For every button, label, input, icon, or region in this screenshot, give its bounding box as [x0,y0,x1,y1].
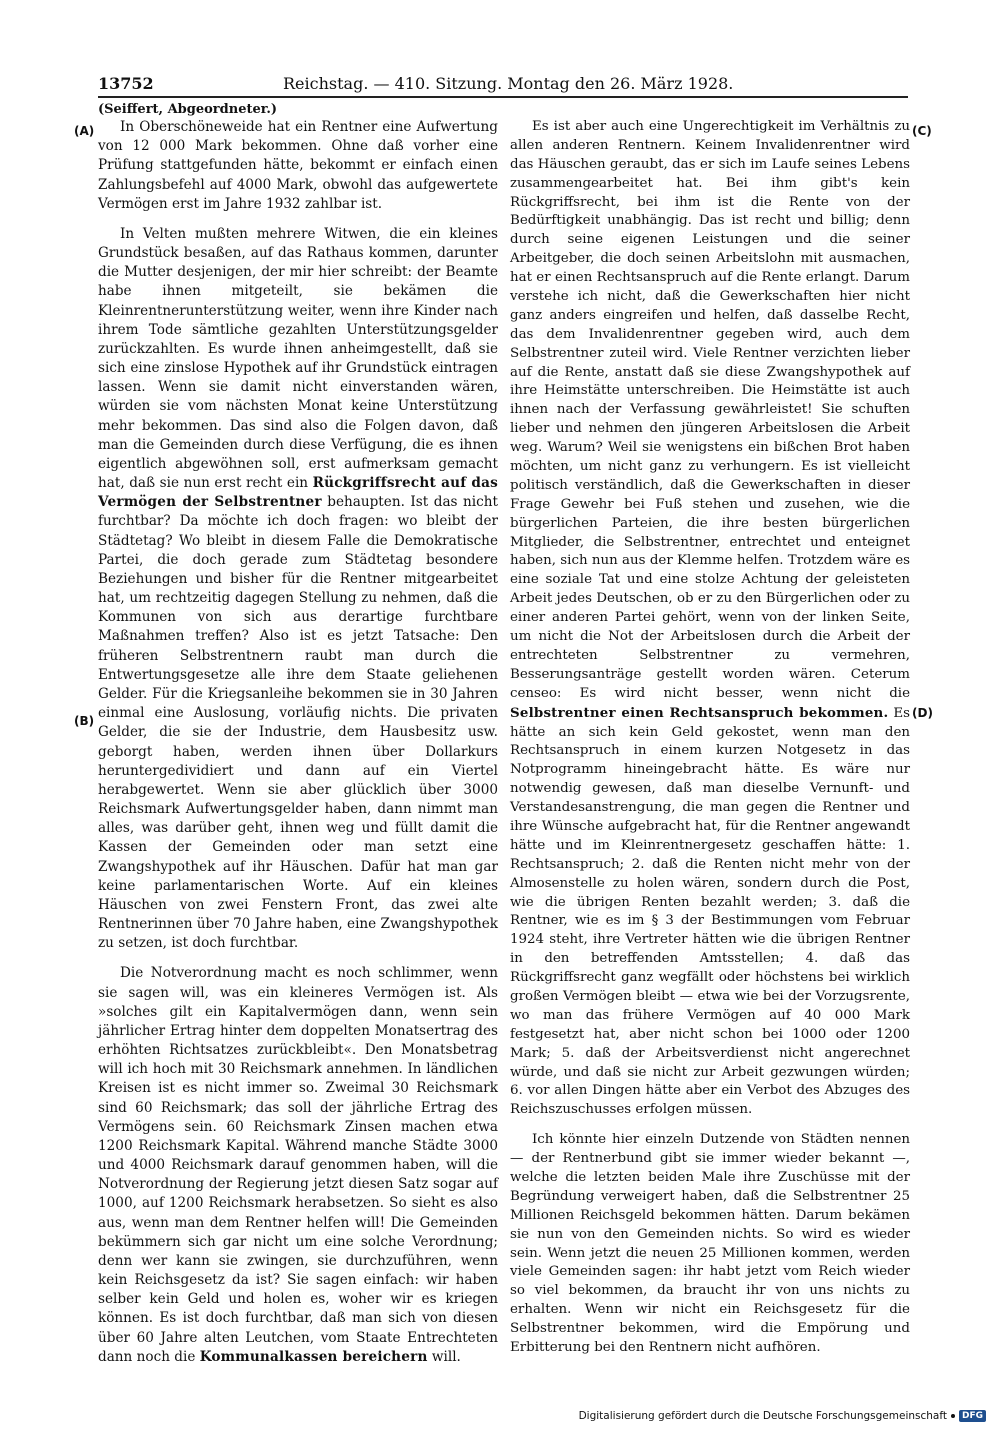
speaker-label: (Seiffert, Abgeordneter.) [98,102,278,117]
paragraph-text: Ich könnte hier einzeln Dutzende von Städten nennen — der Rentnerbund gibt sie immer wieder bekannt —, welche die letzten beiden Male ihre Zuschüsse mit der Begründung verweigert haben, daß die Selbstrentner 25 Millionen Reichsgeld bekommen hätten. Darum bekämen sie nun von den Gemeinden nichts. So wird es wieder sein. Wenn jetzt die neuen 25 Millionen kommen, werden viele Gemeinden sagen: ihr habt jetzt vom Reich wieder so viel bekommen, da braucht ihr von uns nichts zu erhalten. Wenn wir nicht ein Reichsgesetz für die Selbstrentner bekommen, wird die Empörung und Erbitterung bei den Rentnern nicht aufhören. [510,1132,910,1355]
paragraph-text: In Oberschöneweide hat ein Rentner eine Aufwertung von 12 000 Mark bekommen. Ohne daß vorher eine Prüfung stattgefunden hätte, bekommt er einfach einen Zahlungsbefehl auf 4000 Mark, obwohl das aufgewertete Vermögen erst im Jahre 1932 zahlbar ist. [98,119,498,212]
margin-marker-d: (D) [912,706,933,720]
running-title: Reichstag. — 410. Sitzung. Montag den 26. März 1928. [283,74,734,93]
paragraph [98,118,498,214]
paragraph-text: In Velten mußten mehrere Witwen, die ein kleines Grundstück besaßen, auf das Rathaus kommen, darunter die Mutter desjenigen, der mir hier schreibt: der Beamte habe ihnen mitgeteilt, sie bekämen die Kleinrentnerunterstützung weiter, wenn ihre Kinder nach ihrem Tode sämtliche gezahlten Unterstützungsgelder zurückzahlten. Es wurde ihnen anheimgestellt, daß sie sich eine zinslose Hypothek auf ihr Grundstück eintragen lassen. Wenn sie damit nicht einverstanden wären, würden sie vom nächsten Monat keine Unterstützung mehr bekommen. Das sind also die Folgen davon, daß man die Gemeinden durch diese Verfügung, die es ihnen eigentlich abgewöhnen soll, erst aufmerksam gemacht hat, daß sie nun erst recht ein [98,225,498,492]
left-column [98,118,498,1367]
margin-marker-b: (B) [74,714,95,728]
paragraph-text: Die Notverordnung macht es noch schlimmer, wenn sie sagen will, was ein kleineres Vermögen ist. Als »solches gilt ein Kapitalvermögen dann, wenn sein jährlicher Ertrag hinter dem doppelten Monatsertrag des erhöhten Richtsatzes zurückbleibt«. Den Monatsbetrag will ich hoch mit 30 Reichsmark annehmen. In ländlichen Kreisen ist es nicht immer so. Zweimal 30 Reichsmark sind 60 Reichsmark; das soll der jährliche Ertrag des Vermögens sein. 60 Reichsmark Zinsen machen etwa 1200 Reichsmark Kapital. Während manche Städte 3000 und 4000 Reichsmark darauf genommen haben, will die Notverordnung der Regierung jetzt diesen Satz sogar auf 1000, auf 1200 Reichsmark herabsetzen. So sieht es also aus, wenn man dem Rentner helfen will! Die Gemeinden bekümmern sich gar nicht um eine solche Verordnung; denn wer kann sie zwingen, sie durchzuführen, wenn kein Reichsgesetz da ist? Sie sagen einfach: wir haben selber kein Geld und holen es, woher wir es kriegen können. Es ist doch furchtbar, daß man sich von diesen über 60 Jahre alten Leutchen, vom Staate Entrechteten dann noch die [98,965,498,1365]
paragraph [98,964,498,1367]
credit-text: Digitalisierung gefördert durch die Deutsche Forschungsgemeinschaft [578,1410,947,1422]
emphasis-text: Selbstrentner einen Rechtsanspruch bekommen. [510,704,889,721]
paragraph-text: will. [427,1348,461,1365]
emphasis-text: Rückgriffsrecht auf das Vermögen der Selbstrentner [98,475,498,511]
margin-marker-a: (A) [74,124,95,138]
dfg-logo: DFG [959,1410,986,1422]
page-header [98,74,908,98]
separator-dot-icon [951,1414,955,1418]
digitization-credit [579,1410,986,1422]
margin-marker-c: (C) [912,124,932,138]
right-column [510,118,910,1358]
paragraph-text: behaupten. Ist das nicht furchtbar? Da möchte ich doch fragen: wo bleibt der Städtetag? Wo bleibt in diesem Falle die Demokratische Partei, die doch gerade zum Städtetag besondere Beziehungen und bisher für die Rentner mitgearbeitet hat, um rechtzeitig dagegen Stellung zu nehmen, daß die Kommunen von sich aus derartige furchtbare Maßnahmen treffen? Also ist es jetzt Tatsache: Den früheren Selbstrentnern raubt man durch die Entwertungsgesetze alle ihre dem Staate geliehenen Gelder. Für die Kriegsanleihe bekommen sie in 30 Jahren einmal eine Auslosung, vorläufig nichts. Die privaten Gelder, die sie der Industrie, dem Hausbesitz usw. geborgt haben, werden ihnen über Dollarkurs heruntergedividiert und dann auf ein Viertel herabgewertet. Wenn sie aber glücklich über 3000 Reichsmark Aufwertungsgelder haben, dann nimmt man alles, was darüber geht, ihnen weg und füllt damit die Kassen der Gemeinden oder man setzt eine Zwangshypothek auf ihr Häuschen. Dafür hat man gar keine parlamentarischen Worte. Auf ein kleines Häuschen von zwei Fenstern Front, das zwei alte Rentnerinnen über 70 Jahre haben, eine Zwangshypothek zu setzen, ist doch furchtbar. [98,494,498,952]
paragraph-text: Es hätte an sich kein Geld gekostet, wenn man den Rechtsanspruch in einem kurzen Notgesetz in das Notprogramm hineingebracht hätte. Es wäre nur notwendig gewesen, daß man dieselbe Vernunft- und Verstandesanstrengung, die man gegen die Rentner und ihre Wünsche aufgebracht hat, für die Rentner angewandt hätte und im Kleinrentnergesetz geschaffen hätte: 1. Rechtsanspruch; 2. daß die Renten nicht mehr von der Almosenstelle zu holen wären, sondern durch die Post, wie die übrigen Renten bezahlt werden; 3. daß die Rentner, wie es im § 3 der Bestimmungen vom Februar 1924 steht, ihre Vertreter hätten wie die übrigen Rentner in den betreffenden Amtsstellen; 4. daß das Rückgriffsrecht ganz wegfällt oder höchstens bei wirklich großen Vermögen bleibt — etwa wie bei der Vorzugsrente, wo man das frühere Vermögen auf 40 000 Mark festgesetzt hat, aber nicht schon bei 1000 oder 1200 Mark; 5. daß der Arbeitsverdienst nicht angerechnet würde, und daß sie nicht zur Arbeit gezwungen würden; 6. vor allen Dingen hätte aber ein Verbot des Abzuges des Reichszuschusses erfolgen müssen. [510,705,910,1118]
page-number: 13752 [98,74,154,93]
paragraph [98,225,498,954]
paragraph [510,118,910,1120]
paragraph [510,1131,910,1358]
emphasis-text: Kommunalkassen bereichern [199,1348,428,1365]
paragraph-text: Es ist aber auch eine Ungerechtigkeit im Verhältnis zu allen anderen Rentnern. Keinem Invalidenrentner wird das Häuschen geraubt, das er sich im Laufe seines Lebens zusammengearbeitet hat. Bei ihm gibt's kein Rückgriffsrecht, bei ihm ist die Rente von der Bedürftigkeit unabhängig. Das ist recht und billig; denn durch seine eigenen Leistungen und die seiner Arbeitgeber, die doch seinen Arbeitslohn mit ausmachen, hat er einen Rechtsanspruch auf die Rente erlangt. Darum verstehe ich nicht, daß die Gewerkschaften hier nicht ganz anders eingreifen und helfen, daß dasselbe Recht, das dem Invalidenrentner gegeben wird, auch dem Selbstrentner zuteil wird. Viele Rentner verzichten lieber auf die Rente, anstatt daß sie diese Zwangshypothek auf ihre Heimstätte unterschreiben. Die Heimstätte ist auch ihnen nach der Verfassung gewährleistet! Sie schuften lieber und nehmen den jüngeren Arbeitslosen die Arbeit weg. Warum? Weil sie wenigstens ein bißchen Brot haben möchten, um nicht ganz zu verhungern. Es ist vielleicht politisch verständlich, daß die Gewerkschaften in dieser Frage Gewehr bei Fuß stehen und zusehen, wie die bürgerlichen Parteien, die ihre besten bürgerlichen Mitglieder, die Selbstrentner, entrechtet und enteignet haben, sich nun aus der Klemme helfen. Trotzdem wäre es eine soziale Tat und eine stolze Achtung der geleisteten Arbeit jedes Deutschen, ob er zu den Bürgerlichen oder zu einer anderen Partei gehört, wenn von der linken Seite, um nicht die Not der Arbeitslosen durch die Arbeit der entrechteten Selbstrentner zu vermehren, Besserungsanträge gestellt worden wären. Ceterum censeo: Es wird nicht besser, wenn nicht die [510,119,910,701]
